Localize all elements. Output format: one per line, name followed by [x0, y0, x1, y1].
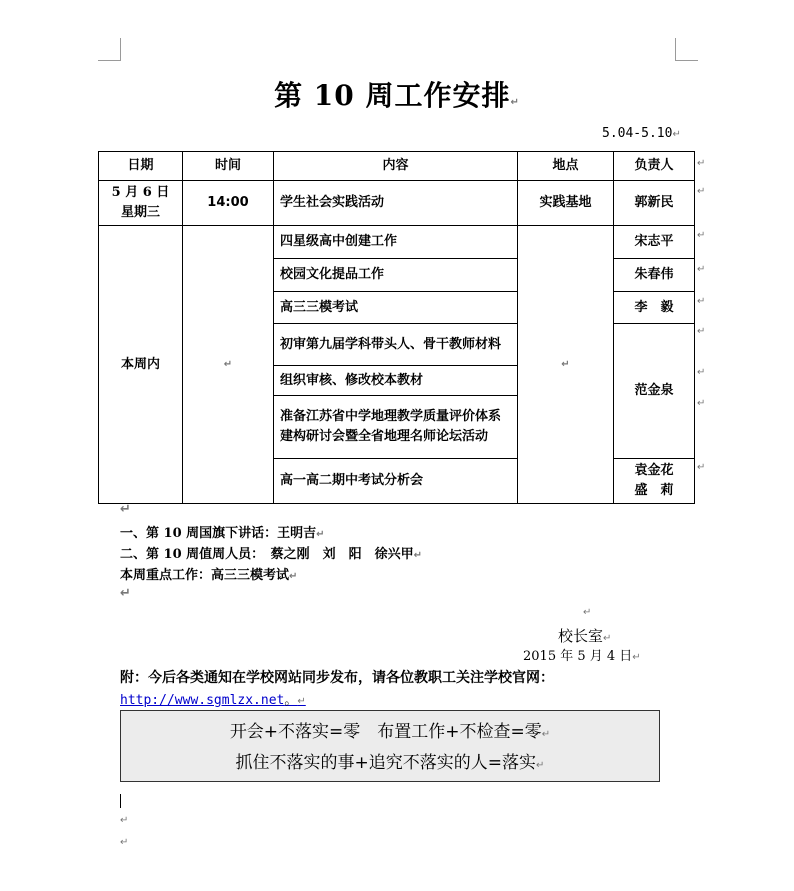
- paragraph-mark: ↵: [536, 760, 545, 771]
- paragraph-mark: ↵: [413, 550, 423, 561]
- row-end-mark: ↵: [697, 462, 706, 473]
- row-end-mark: ↵: [697, 398, 706, 409]
- date-day: 5 月 6 日: [111, 185, 170, 200]
- header-time: 时间: [183, 152, 274, 181]
- owner-name: 盛 莉: [634, 483, 674, 498]
- weekly-focus-line: 本周重点工作：高三三模考试↵: [120, 568, 298, 583]
- empty-paragraph-mark: ↵: [120, 586, 131, 601]
- duty-staff-line: 二、第 10 周值周人员： 蔡之刚 刘 阳 徐兴甲↵: [120, 547, 423, 562]
- flag-speech-line: 一、第 10 周国旗下讲话：王明吉↵: [120, 526, 325, 541]
- cell-week-time: [183, 226, 274, 504]
- paragraph-mark: ↵: [289, 571, 298, 582]
- page-corner-top-left: [98, 38, 121, 61]
- cell-mark: ↵: [223, 359, 233, 370]
- cell-owner: 朱春伟: [614, 259, 695, 292]
- cell-owner: 范金泉: [614, 324, 695, 459]
- cell-date: [99, 181, 183, 226]
- schedule-table: [98, 151, 695, 504]
- paragraph-mark: ↵: [510, 97, 520, 108]
- table-row: [99, 226, 695, 259]
- empty-paragraph-mark: ↵: [120, 815, 129, 826]
- paragraph-mark: ↵: [297, 696, 306, 707]
- table-row: [99, 181, 695, 226]
- header-location: 地点: [518, 152, 614, 181]
- page-corner-top-right: [675, 38, 698, 61]
- cell-content: 校园文化提品工作: [274, 259, 518, 292]
- cell-owner: 李 毅: [614, 292, 695, 324]
- website-link[interactable]: http://www.sgmlzx.net。↵: [120, 693, 306, 708]
- cell-owner: 郭新民: [614, 181, 695, 226]
- row-end-mark: ↵: [697, 230, 706, 241]
- cell-content: 四星级高中创建工作: [274, 226, 518, 259]
- date-range: 5.04-5.10↵: [602, 126, 681, 141]
- signature-date: 2015 年 5 月 4 日↵: [523, 649, 641, 664]
- row-end-mark: ↵: [697, 186, 706, 197]
- paragraph-mark: ↵: [541, 729, 551, 740]
- paragraph-mark: ↵: [603, 633, 612, 644]
- cell-week-label: 本周内: [99, 226, 183, 504]
- empty-paragraph-mark: ↵: [120, 502, 131, 517]
- row-end-mark: ↵: [697, 367, 706, 378]
- cell-week-location: [518, 226, 614, 504]
- notice-text: 附：今后各类通知在学校网站同步发布，请各位教职工关注学校官网：: [120, 670, 554, 686]
- text-cursor: [120, 794, 121, 808]
- row-end-mark: ↵: [697, 158, 706, 169]
- cell-location: 实践基地: [518, 181, 614, 226]
- cell-content: 准备江苏省中学地理教学质量评价体系建构研讨会暨全省地理名师论坛活动: [274, 396, 518, 459]
- cell-content: 学生社会实践活动: [274, 181, 518, 226]
- cell-time: 14:00: [183, 181, 274, 226]
- cell-content: 组织审核、修改校本教材: [274, 366, 518, 396]
- header-date: 日期: [99, 152, 183, 181]
- motto-box: [120, 710, 660, 782]
- paragraph-mark: ↵: [316, 529, 325, 540]
- date-weekday: 星期三: [120, 205, 160, 220]
- cell-owner: 宋志平: [614, 226, 695, 259]
- row-end-mark: ↵: [697, 264, 706, 275]
- cell-content: 高三三模考试: [274, 292, 518, 324]
- row-end-mark: ↵: [697, 326, 706, 337]
- cell-content: 初审第九届学科带头人、骨干教师材料: [274, 324, 518, 366]
- motto-line-2: 抓住不落实的事+追究不落实的人=落实↵: [235, 753, 545, 773]
- cell-mark: ↵: [561, 359, 570, 370]
- paragraph-mark: ↵: [672, 129, 681, 140]
- header-content: 内容: [274, 152, 518, 181]
- paragraph-mark: ↵: [632, 652, 641, 663]
- motto-line-1: 开会+不落实=零 布置工作+不检查=零↵: [229, 722, 551, 742]
- owner-name: 袁金花: [634, 463, 674, 478]
- table-header-row: [99, 152, 695, 181]
- empty-paragraph-mark: ↵: [120, 837, 129, 848]
- page-title: 第 10 周工作安排↵: [274, 79, 520, 112]
- cell-owner-pair: [614, 459, 695, 504]
- signature-office: 校长室↵: [558, 627, 612, 645]
- empty-paragraph-mark: ↵: [583, 607, 592, 618]
- cell-content: 高一高二期中考试分析会: [274, 459, 518, 504]
- row-end-mark: ↵: [697, 296, 706, 307]
- header-owner: 负责人: [614, 152, 695, 181]
